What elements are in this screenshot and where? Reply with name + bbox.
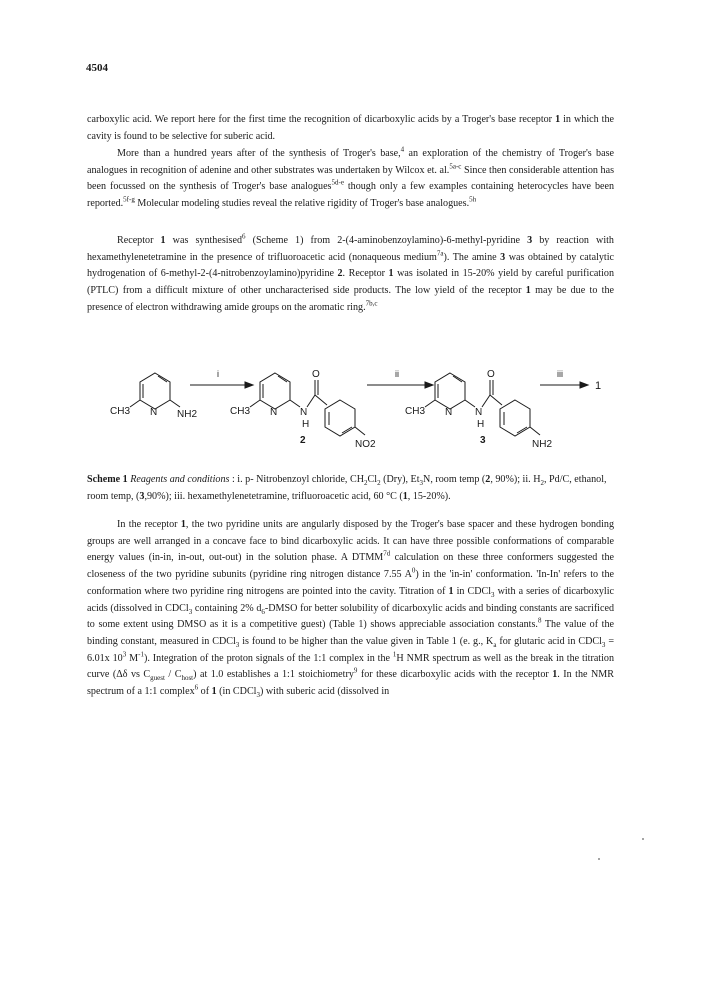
atom-ch3-2: CH3 xyxy=(230,406,251,417)
scheme-1-diagram xyxy=(95,355,615,475)
paragraph-3-text: Receptor 1 was synthesised$^6$ (Scheme 1) from 2-(4-aminobenzoylamino)-6-methyl-pyridine 3 by reaction with hexamethylenetetramine in the presence of trifluoroacetic acid (nonaqueous medium$^{7a}$). The amine 3 was obtained by catalytic hydrogenation of 6-methyl-2-(4-nitrobenzoylamino)pyridine 2. Receptor 1 was isolated in 15-20% yield by careful purification (PTLC) from a difficult mixture of other uncharacterised side products. The low yield of the receptor 1 may be due to the presence of electron withdrawing amide groups on the aromatic ring.$^{7b,c}$ xyxy=(87,232,615,313)
atom-n-a: N xyxy=(150,407,158,418)
compound-number-2: 2 xyxy=(300,435,306,446)
atom-h-2: H xyxy=(302,419,310,430)
atom-n-amide-3: N xyxy=(475,407,483,418)
atom-n-3: N xyxy=(445,407,453,418)
atom-nh2-a: NH2 xyxy=(177,409,198,420)
pyridine-ring-a xyxy=(130,373,180,409)
step-label-i: i xyxy=(217,369,219,379)
paragraph-2-text: More than a hundred years after of the synthesis of Troger's base,$^4$ an exploration of the chemistry of Troger's base analogues in recognition of adenine and other substrates was undertaken by Wilcox et. al.$^{5a-c}$ Since then considerable attention has been focussed on the synthesis of Troger's base analogues$^{5d-e}$ though only a few examples containing heterocycles have been reported.$^{5f-g}$ Molecular modeling studies reveal the relative rigidity of Troger's base analogues.$^{5h}$ xyxy=(87,145,615,210)
atom-nh2-3: NH2 xyxy=(532,439,553,450)
atom-ch3-a: CH3 xyxy=(110,406,131,417)
caption-label: Scheme 1 xyxy=(87,474,128,485)
scan-speck xyxy=(642,838,644,840)
compound-number-3: 3 xyxy=(480,435,486,446)
paragraph-2 xyxy=(87,146,614,213)
atom-o-3: O xyxy=(487,369,495,380)
atom-no2-2: NO2 xyxy=(355,439,376,450)
step-label-ii: ii xyxy=(395,369,399,379)
caption-italic: Reagents and conditions xyxy=(130,474,230,485)
atom-n-2: N xyxy=(270,407,278,418)
paragraph-4-text: In the receptor 1, the two pyridine units are angularly disposed by the Troger's base spacer and these hydrogen bonding groups are well arranged in a concave face to bind dicarboxylic acids. It can have three possible conformations of comparable energy values (in-in, in-out, out-out) in the solution phase. A $DTMM^{7d}$ calculation on these three conformers suggested the closeness of the two pyridine subunits (pyridine ring nitrogen distance 7.55 $A^0$) in the 'in-in' conformation. 'In-In' refers to the conformation where two pyridine ring nitrogens are pointed into the cavity. Titration of 1 in CDCl$_3$ with a series of dicarboxylic acids (dissolved in CDCl$_3$ containing 2% $d_6$-DMSO for better solubility of dicarboxylic acids and binding constants are sacrificed to some extent using DMSO as it is a competitive guest) (Table 1) shows appreciable association constants.$^8$ The value of the binding constant, measured in CDCl$_3$ is found to be higher than the value given in Table 1 (e. g., $K_a$ for glutaric acid in CDCl$_3$ = 6.01x $10^3$ $M^{-1}$). Integration of the proton signals of the 1:1 complex in the $^1$H NMR spectrum as well as the break in the titration curve (Δδ vs $C_{guest} / C_{host}$) at 1.0 establishes a 1:1 stoichiometry$^9$ for these dicarboxylic acids with the receptor 1. In the NMR spectrum of a 1:1 complex$^6$ of 1 (in CDCl$_3$) with suberic acid (dissolved in xyxy=(87,519,615,700)
paragraph-4 xyxy=(87,517,614,701)
product-number: 1 xyxy=(595,380,602,392)
reaction-scheme-svg xyxy=(95,355,615,475)
atom-o-2: O xyxy=(312,369,320,380)
atom-h-3: H xyxy=(477,419,485,430)
step-label-iii: iii xyxy=(557,369,563,379)
paragraph-1 xyxy=(87,112,614,145)
scheme-caption xyxy=(87,472,614,505)
atom-ch3-3: CH3 xyxy=(405,406,426,417)
page-number: 4504 xyxy=(86,62,108,74)
atom-n-amide-2: N xyxy=(300,407,308,418)
scan-speck xyxy=(598,858,600,860)
paragraph-1-text: carboxylic acid. We report here for the first time the recognition of dicarboxylic acids by a Troger's base receptor 1 in which the cavity is found to be selective for suberic acid. xyxy=(87,114,614,142)
caption-body: : i. p- Nitrobenzoyl chloride, $CH_2Cl_2$ (Dry), $Et_3N$, room temp (2, 90%); ii. $H_2$, Pd/C, ethanol, room temp, (3,90%); iii. hexamethylenetetramine, trifluoroacetic acid, 60 °C (1, 15-20%). xyxy=(87,474,607,502)
paragraph-3 xyxy=(87,233,614,317)
